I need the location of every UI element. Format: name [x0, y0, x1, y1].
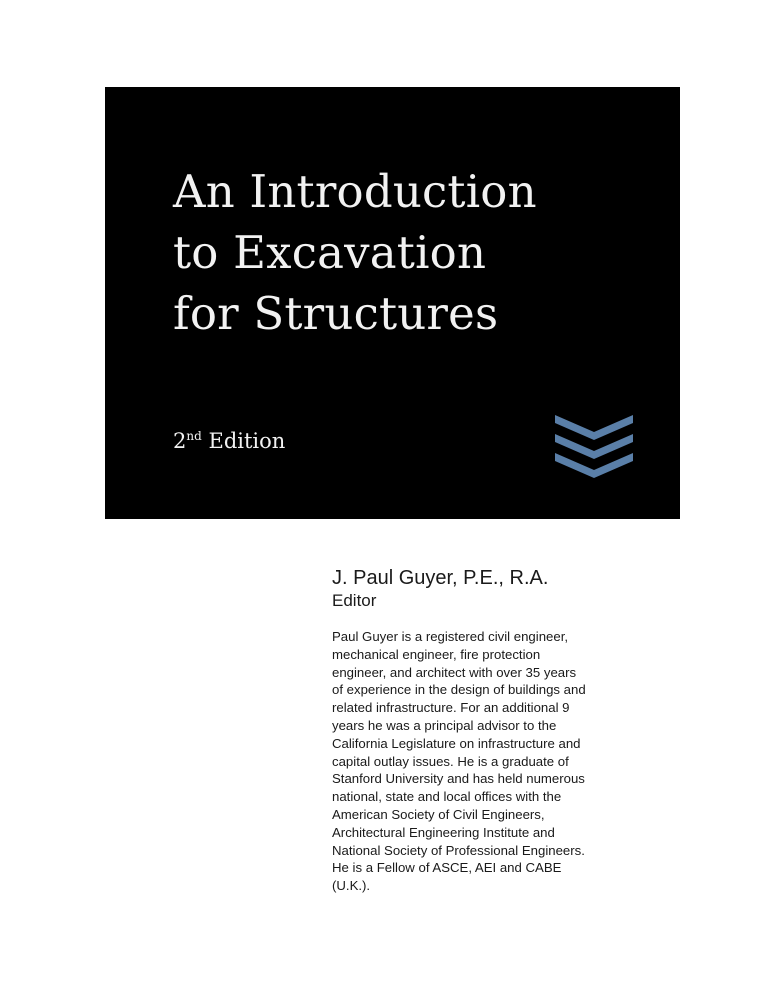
edition-label — [173, 429, 285, 453]
author-role: Editor — [332, 591, 377, 610]
title-line: for Structures — [173, 287, 499, 340]
bio-line: national, state and local offices with the — [332, 789, 562, 805]
bio-line: Architectural Engineering Institute and — [332, 824, 555, 840]
bio-line: American Society of Civil Engineers, — [332, 806, 545, 822]
bio-line: mechanical engineer, fire protection — [332, 646, 541, 662]
author-bio — [332, 628, 652, 895]
bio-line: of experience in the design of buildings and — [332, 682, 586, 698]
edition-number: 2 — [173, 429, 187, 453]
bio-line: years he was a principal advisor to the — [332, 717, 557, 733]
bio-line: Stanford University and has held numerous — [332, 771, 585, 787]
book-title — [173, 161, 537, 344]
bio-line: California Legislature on infrastructure and — [332, 735, 581, 751]
title-line: An Introduction — [173, 165, 537, 218]
bio-line: engineer, and architect with over 35 years — [332, 664, 577, 680]
author-name: J. Paul Guyer, P.E., R.A. — [332, 567, 549, 589]
bio-line: He is a Fellow of ASCE, AEI and CABE — [332, 860, 562, 876]
cover-panel — [105, 87, 680, 519]
edition-suffix: nd — [186, 429, 202, 443]
author-block — [332, 566, 652, 612]
triple-chevron-down-icon — [555, 415, 633, 479]
bio-line: related infrastructure. For an additional 9 — [332, 700, 570, 716]
edition-word: Edition — [208, 429, 286, 453]
bio-line: Paul Guyer is a registered civil engineer, — [332, 629, 569, 644]
bio-line: (U.K.). — [332, 878, 371, 894]
bio-line: capital outlay issues. He is a graduate of — [332, 753, 569, 769]
bio-line: National Society of Professional Engineers. — [332, 842, 585, 858]
title-line: to Excavation — [173, 226, 487, 279]
